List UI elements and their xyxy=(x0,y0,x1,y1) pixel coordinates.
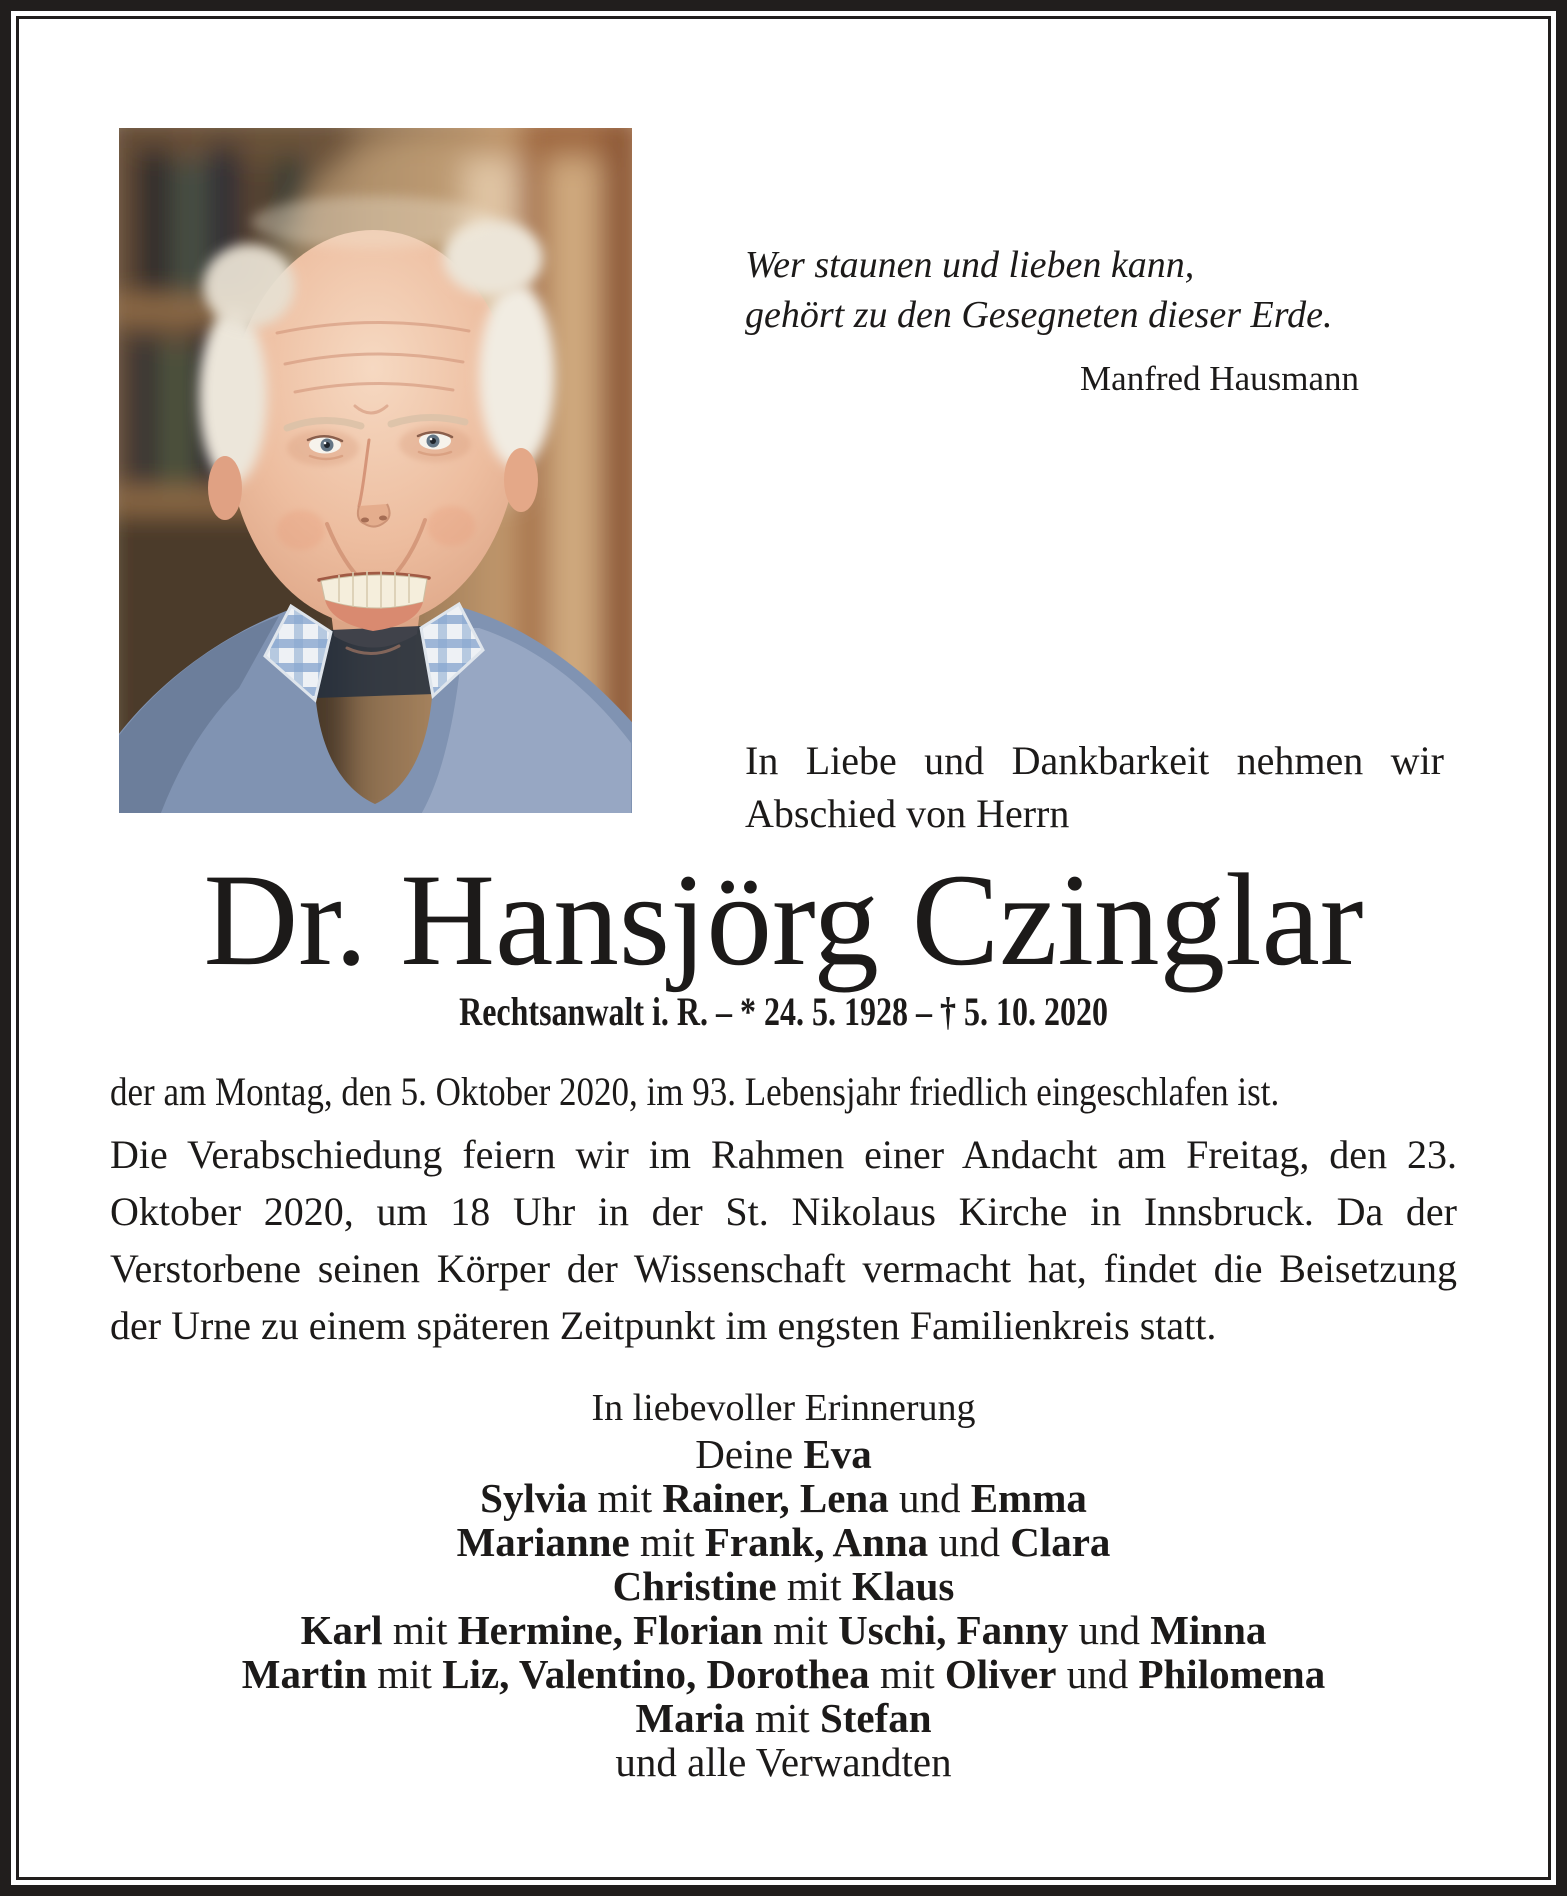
intro-line-2: Abschied von Herrn xyxy=(745,791,1070,836)
mourner-connector: und alle Verwandten xyxy=(615,1739,952,1785)
mourner-connector: mit xyxy=(382,1607,458,1653)
mourner-name: Minna xyxy=(1150,1607,1267,1653)
mourner-name: Martin xyxy=(241,1651,367,1697)
mourner-name: Maria xyxy=(635,1695,745,1741)
mourner-connector: mit xyxy=(762,1607,839,1653)
quote-line-1: Wer staunen und lieben kann, xyxy=(745,244,1195,286)
mourner-name: Frank, Anna xyxy=(704,1519,929,1565)
mourner-name: Oliver xyxy=(944,1651,1057,1697)
mourner-line xyxy=(0,1432,1567,1476)
mourner-name: Christine xyxy=(612,1563,777,1609)
mourner-name: Karl xyxy=(300,1607,383,1653)
remembrance-heading: In liebevoller Erinnerung xyxy=(591,1387,976,1429)
mourner-name: Sylvia xyxy=(480,1475,588,1521)
mourner-connector: Deine xyxy=(695,1431,804,1477)
mourner-name: Liz, Valentino, Dorothea xyxy=(442,1651,870,1697)
mourner-name: Philomena xyxy=(1138,1651,1326,1697)
mourner-name: Hermine, Florian xyxy=(457,1607,763,1653)
mourner-connector: mit xyxy=(744,1695,820,1741)
mourner-connector: mit xyxy=(629,1519,705,1565)
mourner-name: Eva xyxy=(803,1431,872,1477)
quote-line-2: gehört zu den Gesegneten dieser Erde. xyxy=(745,294,1333,336)
mourner-name: Stefan xyxy=(819,1695,932,1741)
mourner-name: Clara xyxy=(1010,1519,1111,1565)
obituary-paragraph-1: der am Montag, den 5. Oktober 2020, im 93. Lebensjahr friedlich eingeschlafen ist. xyxy=(110,1069,1280,1114)
mourner-connector: und xyxy=(888,1475,971,1521)
mourner-name: Rainer, Lena xyxy=(662,1475,889,1521)
intro-line-1: In Liebe und Dankbarkeit nehmen wir xyxy=(745,738,1444,783)
deceased-subtitle: Rechtsanwalt i. R. – * 24. 5. 1928 – † 5. 10. 2020 xyxy=(459,989,1108,1034)
mourner-line xyxy=(0,1476,1567,1520)
mourner-connector: mit xyxy=(869,1651,945,1697)
mourner-line xyxy=(0,1652,1567,1696)
obituary-paragraph-2: Die Verabschiedung feiern wir im Rahmen einer Andacht am Freitag, den 23. Oktober 2020, um 18 Uhr in der St. Nikolaus Kirche in Innsbruck. Da der Verstorbene seinen Körper der Wissenschaft vermacht hat, findet die Beisetzung der Urne zu einem späteren Zeitpunkt im engsten Familienkreis statt. xyxy=(110,1132,1457,1348)
deceased-subtitle-wrap xyxy=(0,988,1567,1035)
mourner-name: Emma xyxy=(970,1475,1087,1521)
collar-opening xyxy=(315,626,435,698)
mourners-list xyxy=(0,1432,1567,1784)
mourner-connector: mit xyxy=(776,1563,852,1609)
mourner-line xyxy=(0,1696,1567,1740)
mourner-connector: mit xyxy=(587,1475,663,1521)
quote-attribution: Manfred Hausmann xyxy=(1080,359,1359,398)
mourner-name: Klaus xyxy=(851,1563,955,1609)
deceased-name: Dr. Hansjörg Czinglar xyxy=(203,856,1364,993)
mourner-name: Marianne xyxy=(456,1519,630,1565)
mourner-connector: und xyxy=(1068,1607,1151,1653)
mourner-line xyxy=(0,1740,1567,1784)
portrait-photo xyxy=(119,128,632,813)
mourner-connector: mit xyxy=(367,1651,443,1697)
mourner-connector: und xyxy=(1056,1651,1139,1697)
mourner-line xyxy=(0,1564,1567,1608)
portrait-photo-illustration xyxy=(119,128,632,813)
intro-block xyxy=(745,734,1444,840)
quote-block xyxy=(745,240,1359,404)
mourner-connector: und xyxy=(928,1519,1011,1565)
mourner-line xyxy=(0,1520,1567,1564)
obituary-paragraph-1-wrap xyxy=(110,1068,1457,1120)
mourner-line xyxy=(0,1608,1567,1652)
mourner-name: Uschi, Fanny xyxy=(838,1607,1069,1653)
